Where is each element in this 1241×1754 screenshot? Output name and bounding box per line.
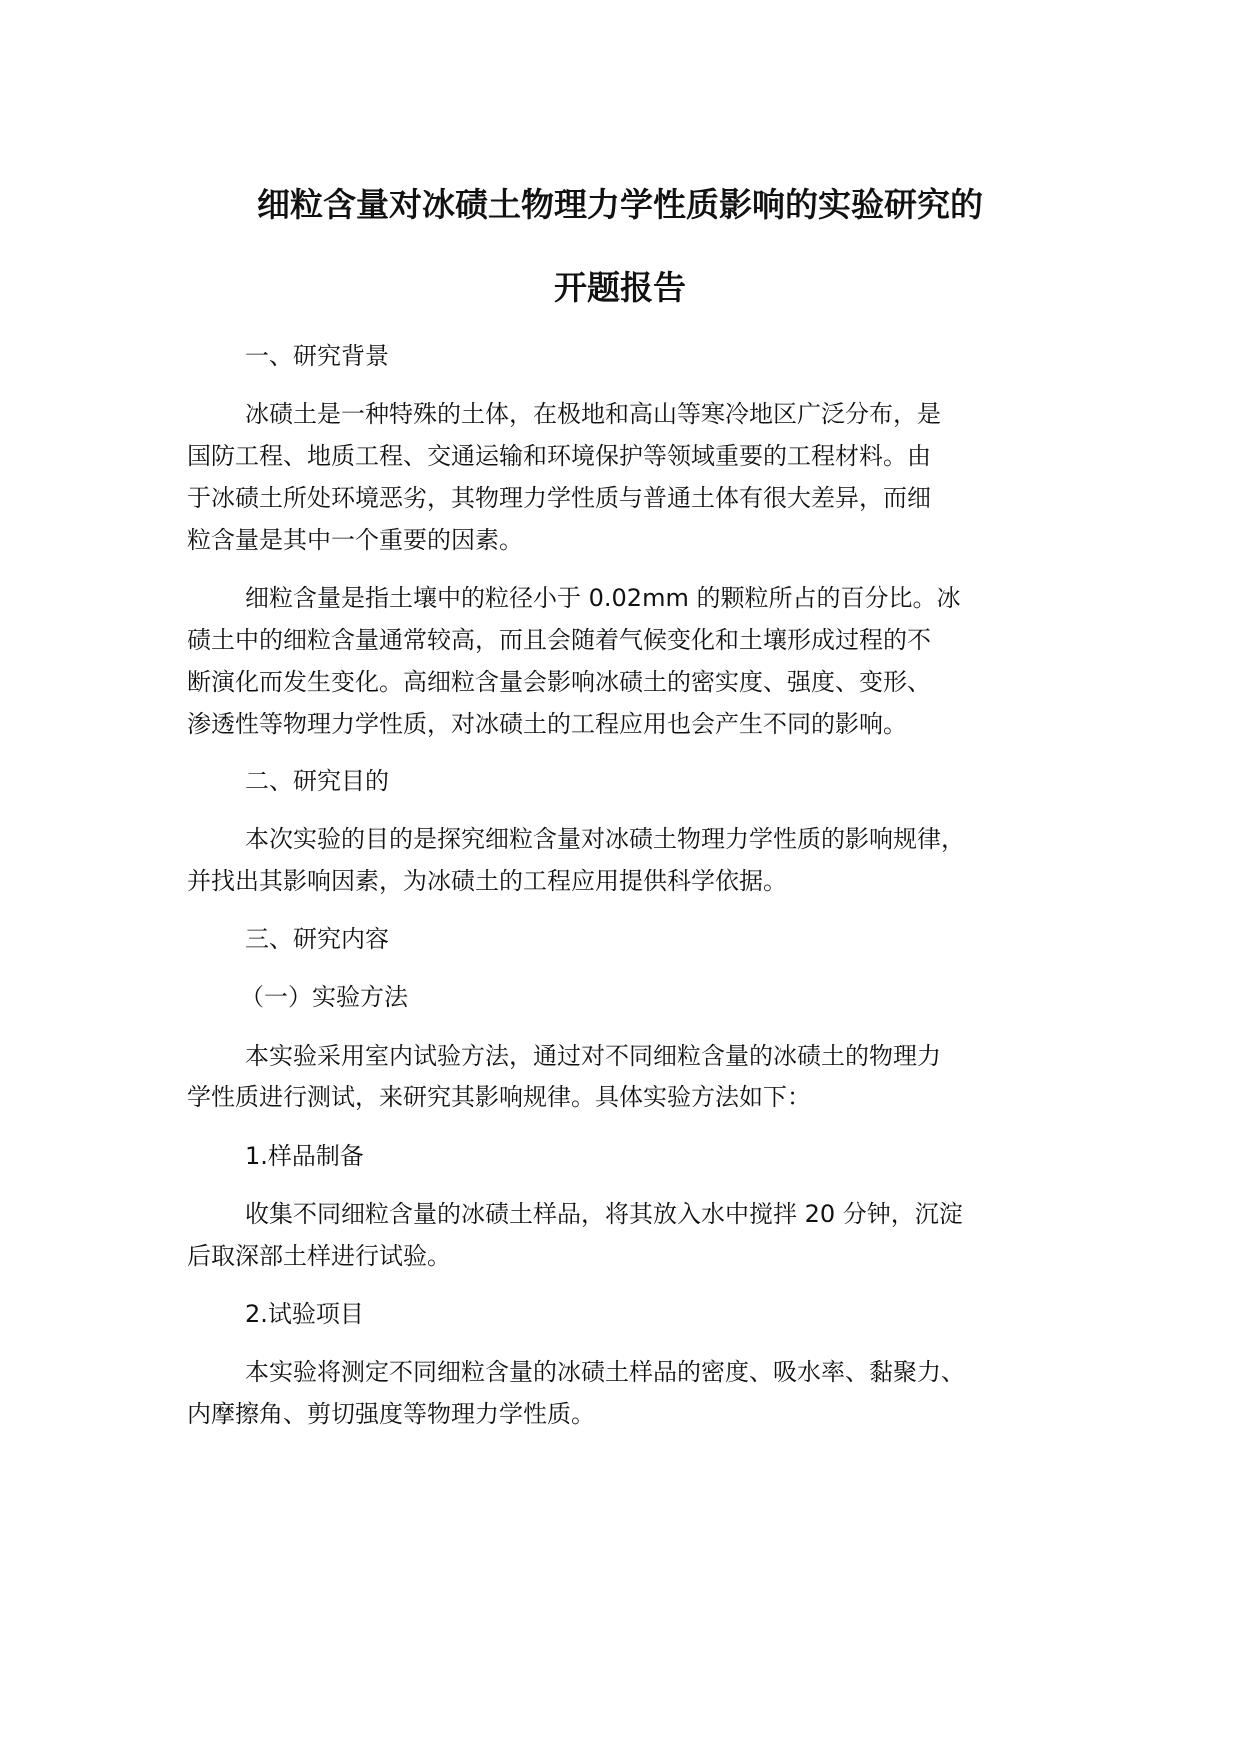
background-p1-line-2: 国防工程、地质工程、交通运输和环境保护等领域重要的工程材料。由 — [187, 442, 931, 470]
subheading-method: （一）实验方法 — [240, 983, 408, 1011]
section-heading-content: 三、研究内容 — [245, 925, 389, 953]
method-p1-line-2: 学性质进行测试，来研究其影响规律。具体实验方法如下： — [187, 1083, 811, 1111]
section-heading-background: 一、研究背景 — [245, 342, 389, 370]
sample-p1-line-2: 后取深部土样进行试验。 — [187, 1242, 451, 1270]
items-p1-line-2: 内摩擦角、剪切强度等物理力学性质。 — [187, 1400, 595, 1428]
subheading-test-items: 2.试验项目 — [245, 1300, 364, 1328]
method-p1-line-1: 本实验采用室内试验方法，通过对不同细粒含量的冰碛土的物理力 — [245, 1042, 941, 1070]
subheading-sample-preparation: 1.样品制备 — [245, 1142, 364, 1170]
document-title-line-1: 细粒含量对冰碛土物理力学性质影响的实验研究的 — [257, 185, 983, 224]
background-p2-line-4: 渗透性等物理力学性质，对冰碛土的工程应用也会产生不同的影响。 — [187, 710, 907, 738]
sample-p1-line-1: 收集不同细粒含量的冰碛土样品，将其放入水中搅拌 20 分钟，沉淀 — [245, 1200, 963, 1228]
background-p1-line-3: 于冰碛土所处环境恶劣，其物理力学性质与普通土体有很大差异，而细 — [187, 484, 931, 512]
purpose-p1-line-1: 本次实验的目的是探究细粒含量对冰碛土物理力学性质的影响规律， — [245, 825, 965, 853]
background-p1-line-1: 冰碛土是一种特殊的土体，在极地和高山等寒冷地区广泛分布，是 — [245, 400, 941, 428]
background-p2-line-3: 断演化而发生变化。高细粒含量会影响冰碛土的密实度、强度、变形、 — [187, 668, 931, 696]
items-p1-line-1: 本实验将测定不同细粒含量的冰碛土样品的密度、吸水率、黏聚力、 — [245, 1358, 965, 1386]
background-p1-line-4: 粒含量是其中一个重要的因素。 — [187, 526, 523, 554]
background-p2-line-2: 碛土中的细粒含量通常较高，而且会随着气候变化和土壤形成过程的不 — [187, 626, 931, 654]
section-heading-purpose: 二、研究目的 — [245, 767, 389, 795]
purpose-p1-line-2: 并找出其影响因素，为冰碛土的工程应用提供科学依据。 — [187, 867, 787, 895]
background-p2-line-1: 细粒含量是指土壤中的粒径小于 0.02mm 的颗粒所占的百分比。冰 — [245, 584, 961, 612]
document-title-line-2: 开题报告 — [554, 268, 686, 307]
